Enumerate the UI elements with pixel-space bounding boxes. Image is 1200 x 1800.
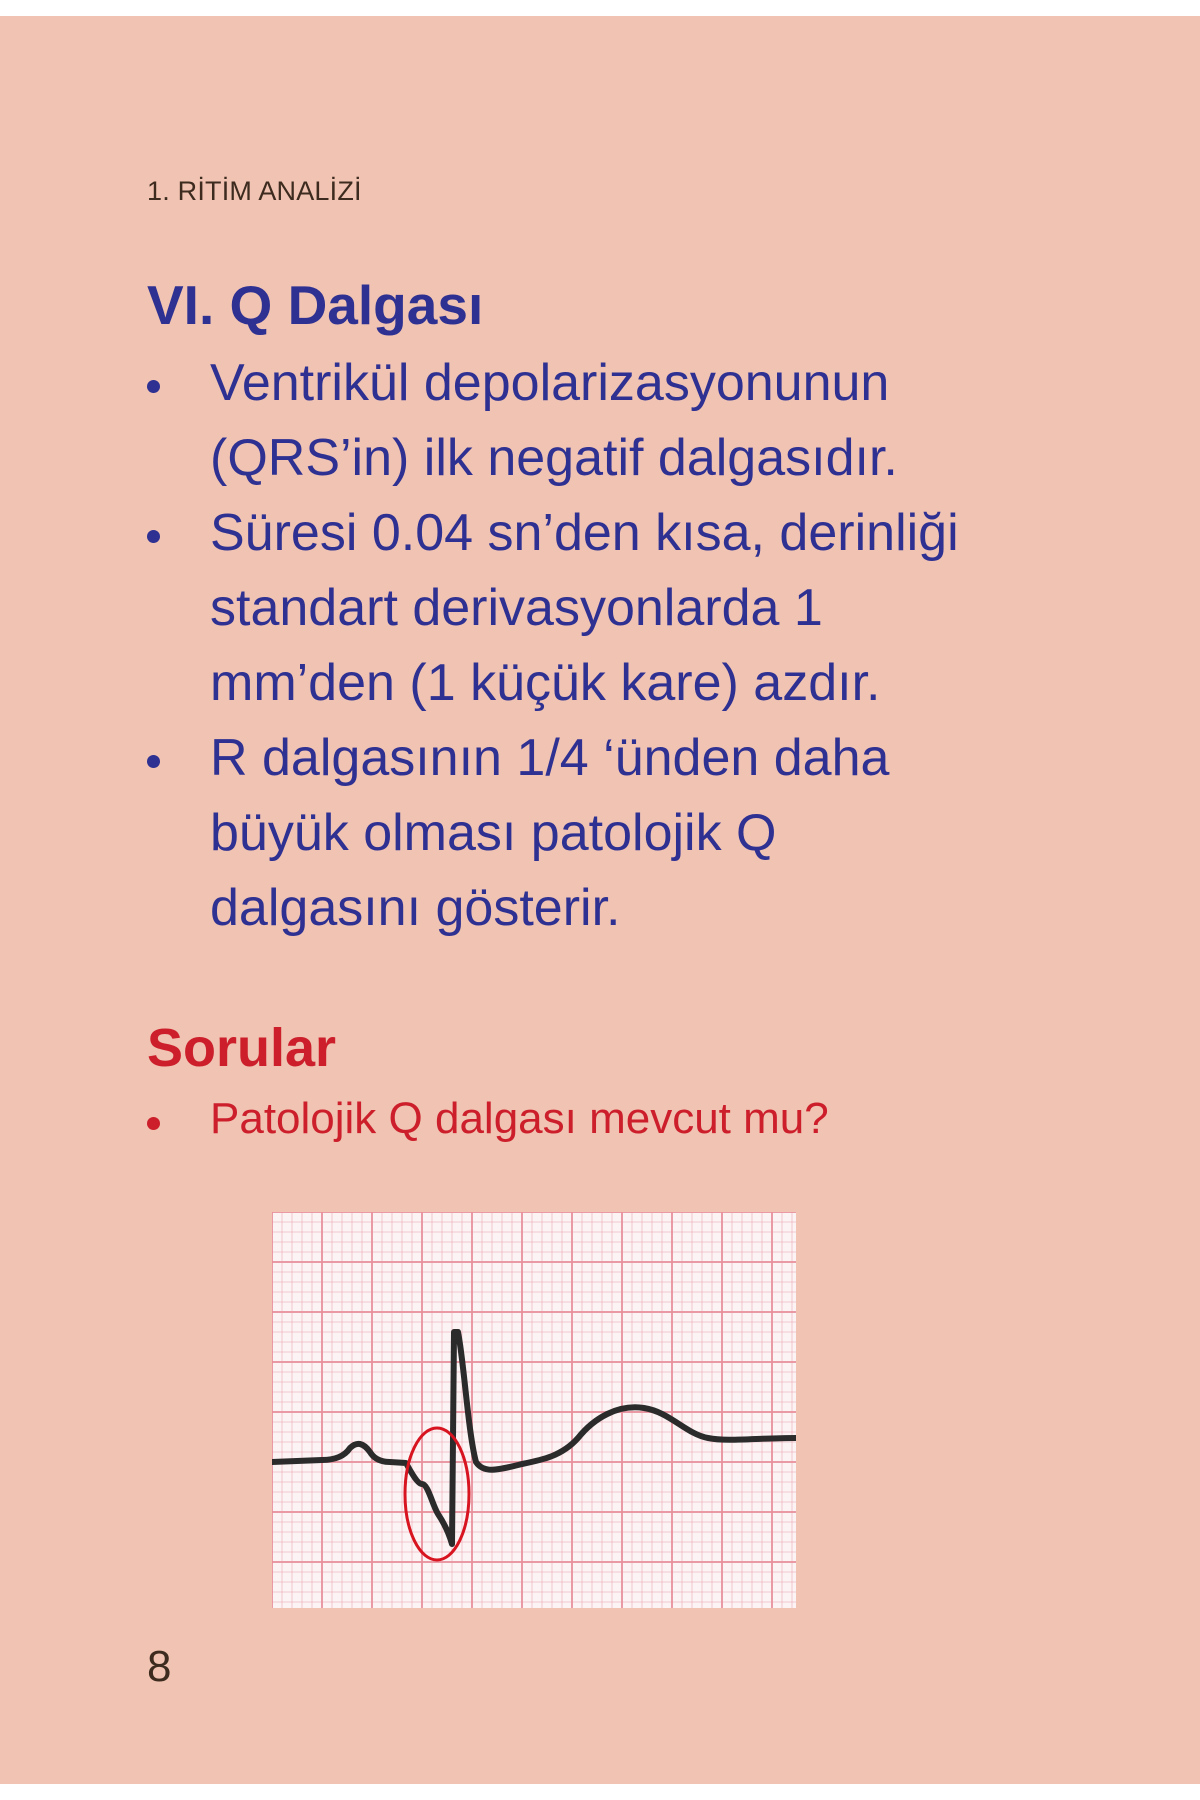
bullet-line: Süresi 0.04 sn’den kısa, derinliği	[210, 504, 959, 562]
bullet-line: (QRS’in) ilk negatif dalgasıdır.	[210, 429, 898, 487]
ecg-figure	[272, 1212, 796, 1608]
bullet-line: R dalgasının 1/4 ‘ünden daha	[210, 729, 890, 787]
bullet-dot-icon	[147, 1117, 160, 1130]
questions-title: Sorular	[147, 1018, 337, 1078]
q-wave-highlight-ring	[405, 1428, 469, 1560]
document-page	[0, 16, 1200, 1784]
page-number: 8	[147, 1642, 172, 1691]
bullet-line: büyük olması patolojik Q	[210, 804, 777, 862]
bullet-item	[147, 496, 1107, 721]
question-text: Patolojik Q dalgası mevcut mu?	[210, 1094, 829, 1143]
section-title: VI. Q Dalgası	[147, 274, 484, 336]
ecg-q-wave-icon	[272, 1212, 796, 1608]
q-wave-bullet-list	[147, 346, 1107, 946]
bullet-line: Ventrikül depolarizasyonunun	[210, 354, 890, 412]
bullet-line: dalgasını gösterir.	[210, 879, 621, 937]
bullet-line: standart derivasyonlarda 1	[210, 579, 823, 637]
bullet-dot-icon	[147, 755, 160, 768]
bullet-item	[147, 346, 1107, 496]
question-item	[147, 1089, 829, 1149]
bullet-dot-icon	[147, 530, 160, 543]
bullet-line: mm’den (1 küçük kare) azdır.	[210, 654, 881, 712]
running-head: 1. RİTİM ANALİZİ	[147, 176, 362, 206]
questions-list	[147, 1089, 829, 1149]
ecg-grid	[272, 1212, 796, 1608]
bullet-dot-icon	[147, 380, 160, 393]
bullet-item	[147, 721, 1107, 946]
